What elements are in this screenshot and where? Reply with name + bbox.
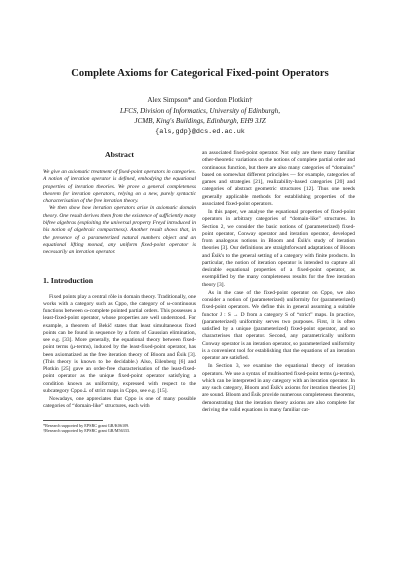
abstract-paragraph-2: We then show how iteration operators arise in axiomatic domain theory. One result derives them from the existence of sufficiently many bifree algebras (exploiting the universal property Freyd introduced in his notion of algebraic compactness). Another result shows that, in the presence of a parameterized natural numbers object and an equational lifting monad, any uniform fixed-point operator is necessarily an iteration operator. (43, 205, 196, 256)
affiliation-line-1: LFCS, Division of Informatics, University of Edinburgh, (120, 107, 280, 115)
right-paragraph-3: As in the case of the fixed-point operator on Cppo, we also consider a notion of (parameterized) uniformity for (parameterized) fixed-point operators. We define this in general assuming a suitable functor J : S → D from a category S of “strict” maps. In practice, (parameterized) uniformity serves two purposes. First, it is often satisfied by a unique (parameterized) fixed-point operator, and so characterises that operator. Second, any parametrically uniform Conway operator is an iteration operator, so parameterized uniformity is a convenient tool for establishing that the equations of an iteration operator are satisfied. (202, 289, 355, 361)
abstract-heading: Abstract (104, 150, 134, 159)
right-paragraph-2: In this paper, we analyse the equational properties of fixed-point operators in arbitrary categories of “domain-like” structures. In Section 2, we consider the basic notions of (parameterized) fixed-point operator, Conway operator and iteration operator, developed from analogous notions in Bloom and Ésik's study of iteration theories [3]. Our definitions are straightforward adaptations of Bloom and Ésik's to the general setting of a category with finite products. In particular, the notion of iteration operator is intended to capture all desirable equational properties of a fixed-point operator, as exemplified by the many completeness results for the free iteration theory [3]. (202, 209, 355, 288)
abstract-paragraph-1: We give an axiomatic treatment of fixed-point operators in categories. A notion of iteration operator is defined, embodying the equational properties of iteration theories. We prove a general completeness theorem for iteration operators, relying on a new, purely syntactic characterisation of the free iteration theory. (43, 169, 196, 205)
section-heading-introduction: 1. Introduction (43, 275, 94, 285)
left-column (43, 150, 196, 434)
email-domain: @dcs.ed.ac.uk (191, 128, 245, 136)
email-user: {als,gdp} (155, 128, 192, 136)
paper-authors: Alex Simpson* and Gordon Plotkin† (147, 96, 253, 104)
right-paragraph-4: In Section 3, we examine the equational theory of iteration operators. We use a syntax of multisorted fixed-point terms (μ-terms), which can be interpreted in any category with an iteration operator. In any such category, Bloom and Ésik's axioms for iteration theories [3] are sound. Bloom and Ésik provide numerous completeness theorems, demonstrating that the iteration theory axioms are also complete for deriving the valid equations in many familiar cat- (202, 363, 355, 413)
footnote-2: †Research supported by EPSRC grant GR/M56333. (43, 428, 131, 434)
footnote-rule (43, 420, 103, 421)
intro-paragraph-2: Nowadays, one appreciates that Cppo is one of many possible categories of “domain-like” structures, each with (43, 396, 196, 410)
right-column (202, 150, 355, 414)
author-email (0, 126, 400, 136)
paper-title: Complete Axioms for Categorical Fixed-point Operators (71, 68, 329, 79)
footnote-1: *Research supported by EPSRC grant GR/K06109. (43, 422, 130, 428)
affiliation-line-2: JCMB, King's Buildings, Edinburgh, EH9 3JZ (134, 117, 266, 125)
intro-paragraph-1: Fixed points play a central rôle in domain theory. Traditionally, one works with a category such as Cppo, the category of ω-continuous functions between ω-complete pointed partial orders. This possesses a least-fixed-point operator, whose properties are well understood. For example, a theorem of Bekič states that least simultaneous fixed points can be found in sequence by a form of Gaussian elimination, see e.g. [33]. More generally, the equational theory between fixed-point terms (μ-terms), induced by the least-fixed-point operator, has been axiomatized as the free iteration theory of Bloom and Ésik [3]. (This theory is known to be decidable.) Also, Eilenberg [6] and Plotkin [25] gave an order-free characterisation of the least-fixed-point operator as the unique fixed-point operator satisfying a condition known as uniformity, expressed with respect to the subcategory Cppo⊥ of strict maps in Cppo, see e.g. [15]. (43, 293, 196, 394)
right-paragraph-1: an associated fixed-point operator. Not only are there many familiar other-theoretic variations on the notions of complete partial order and continuous function, but there are also many categories of “domains” based on somewhat different principles — for example, categories of games and strategies [21], realizability-based categories [20] and categories of abstract geometric structures [12]. Thus one needs generally applicable methods for establishing properties of the associated fixed-point operators. (202, 150, 355, 207)
